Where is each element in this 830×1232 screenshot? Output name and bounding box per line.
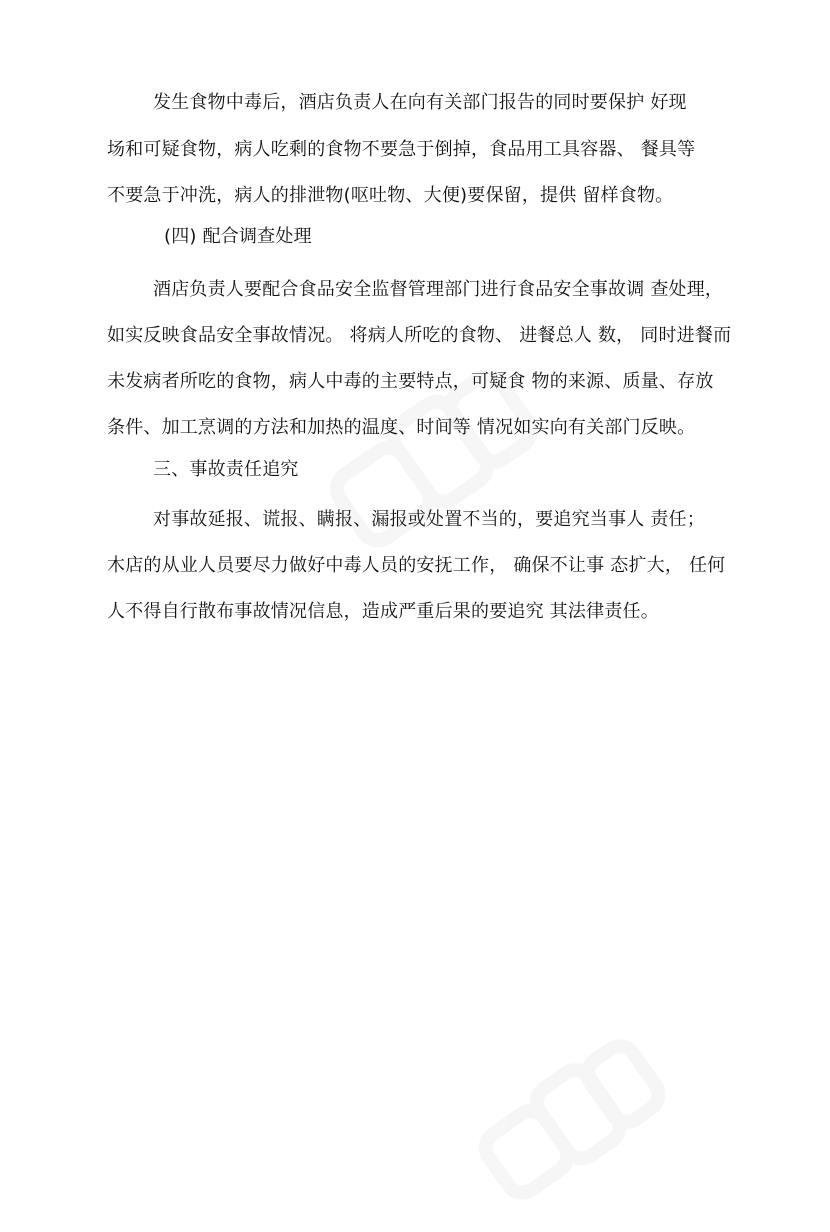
paragraph-line: 场和可疑食物，病人吃剩的食物不要急于倒掉，食品用工具容器、 餐具等	[107, 139, 696, 160]
paragraph-line: 条件、加工烹调的方法和加热的温度、时间等 情况如实向有关部门反映。	[107, 417, 696, 438]
watermark	[454, 1018, 687, 1231]
paragraph-line: 人不得自行散布事故情况信息，造成严重后果的要追究 其法律责任。	[107, 601, 659, 622]
paragraph-line: 对事故延报、谎报、瞒报、漏报或处置不当的，要追究当事人 责任；	[153, 509, 705, 530]
paragraph-line: 如实反映食品安全事故情况。 将病人所吃的食物、 进餐总人 数， 同时进餐而	[107, 325, 732, 346]
paragraph-line: 酒店负责人要配合食品安全监督管理部门进行食品安全事故调 查处理，	[153, 279, 724, 300]
paragraph-line: 不要急于冲洗，病人的排泄物(呕吐物、大便)要保留，提供 留样食物。	[107, 185, 674, 206]
paragraph-line: 发生食物中毒后，酒店负责人在向有关部门报告的同时要保护 好现	[153, 92, 687, 113]
section-heading: 三、事故责任追究	[153, 459, 299, 480]
paragraph-line: 未发病者所吃的食物，病人中毒的主要特点，可疑食 物的来源、质量、存放	[107, 371, 714, 392]
paragraph-line: 木店的从业人员要尽力做好中毒人员的安抚工作， 确保不让事 态扩大， 任何	[107, 555, 726, 576]
section-heading: (四) 配合调查处理	[164, 226, 312, 247]
